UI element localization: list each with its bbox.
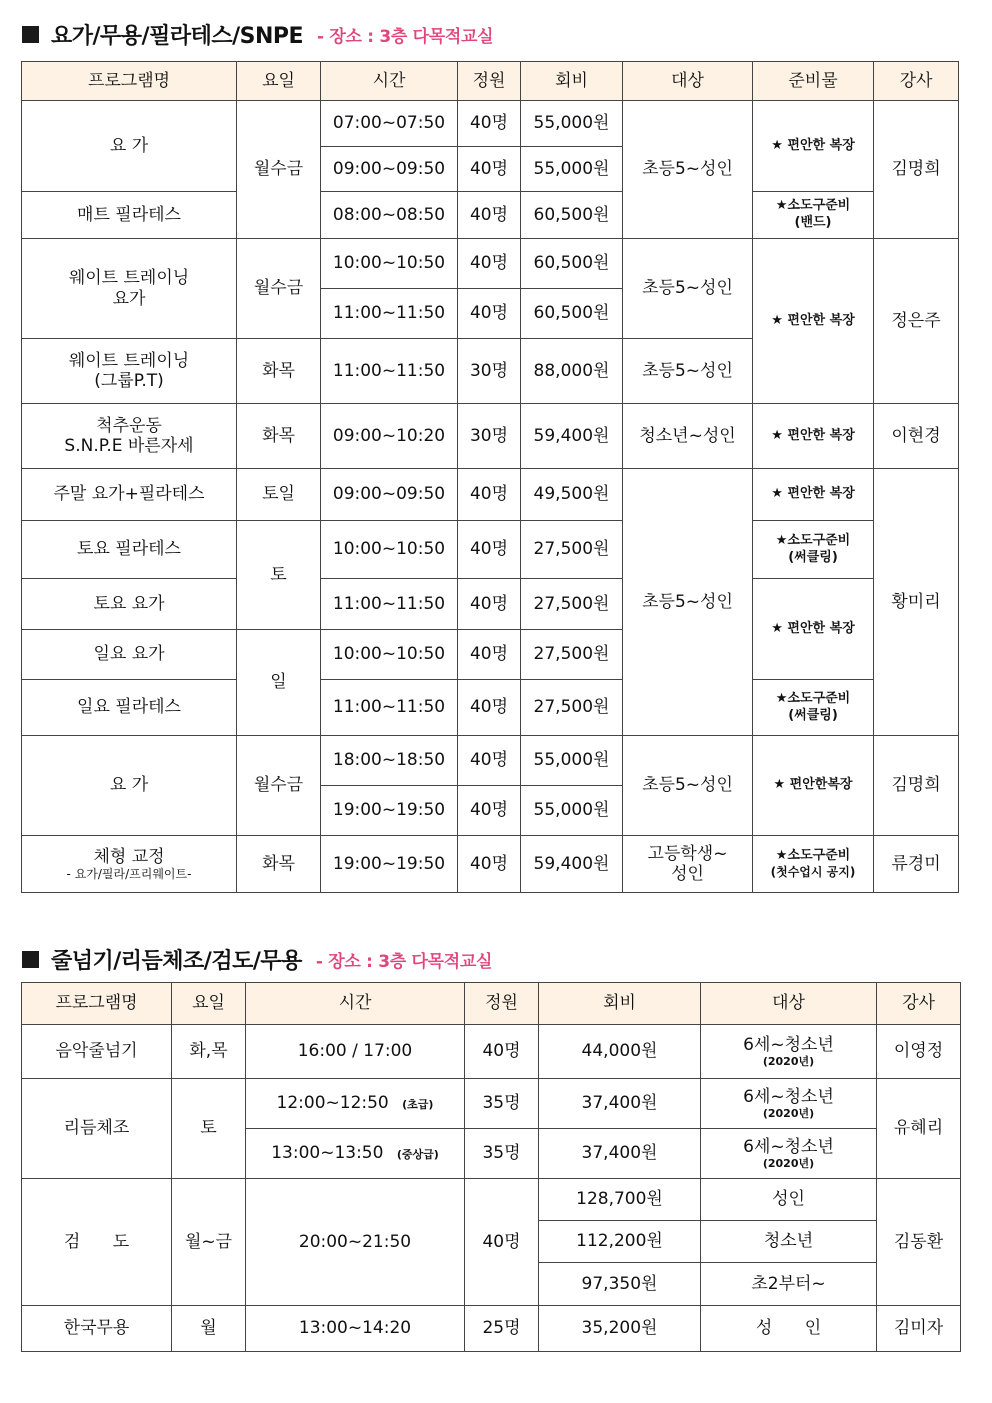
fee-cell: 88,000원 [521,339,623,404]
program-name-line: 웨이트 트레이닝 [68,268,190,289]
program-name: 음악줄넘기 [22,1025,172,1079]
fee-cell: 60,500원 [521,289,623,339]
time-cell: 13:00~14:20 [246,1306,465,1352]
fee-cell: 37,400원 [539,1079,701,1129]
fee-cell: 97,350원 [539,1263,701,1306]
prep-cell [753,680,874,736]
fee-cell: 27,500원 [521,630,623,680]
table-row [22,101,959,147]
prep-line: ★소도구준비 [775,532,851,548]
table-row [22,469,959,521]
section1-heading [22,19,493,50]
fee-cell: 49,500원 [521,469,623,521]
target-cell: 초등5~성인 [623,101,753,239]
teacher-cell: 김동환 [877,1179,961,1306]
table-row [22,239,959,289]
teacher-cell: 이영정 [877,1025,961,1079]
target-cell [623,836,753,893]
col-header: 강사 [877,983,961,1025]
time-cell: 10:00~10:50 [321,239,458,289]
square-bullet-icon [22,951,39,968]
fee-cell: 55,000원 [521,101,623,147]
prep-line: (써클링) [788,549,838,565]
col-header: 회비 [521,62,623,101]
program-name-line: (그룹P.T) [94,371,164,391]
target-cell: 초등5~성인 [623,339,753,404]
prep-cell: ★ 편안한 복장 [753,239,874,404]
col-header: 시간 [246,983,465,1025]
target-cell: 초2부터~ [701,1263,877,1306]
program-name: 일요 필라테스 [22,680,237,736]
section2-title: 줄넘기/리듬체조/검도/무용 [51,949,302,974]
capacity-cell: 25명 [465,1306,539,1352]
time-cell: 20:00~21:50 [246,1179,465,1306]
capacity-cell: 40명 [458,680,521,736]
time-cell: 19:00~19:50 [321,836,458,893]
capacity-cell: 40명 [458,786,521,836]
teacher-cell: 정은주 [874,239,959,404]
time-cell: 09:00~09:50 [321,469,458,521]
fee-cell: 55,000원 [521,736,623,786]
program-name [22,239,237,339]
teacher-cell: 류경미 [874,836,959,893]
program-name: 요 가 [22,101,237,192]
time-cell [246,1079,465,1129]
time-cell: 08:00~08:50 [321,192,458,239]
day-cell: 월~금 [172,1179,246,1306]
program-name-line: S.N.P.E 바른자세 [64,436,194,456]
time-cell: 18:00~18:50 [321,736,458,786]
capacity-cell: 40명 [458,192,521,239]
table-row [22,1079,961,1129]
prep-line: ★소도구준비 [775,198,851,214]
program-name: 주말 요가+필라테스 [22,469,237,521]
program-name-subline: - 요가/필라/프리웨이트- [66,867,192,881]
level-note: (중상급) [396,1148,439,1162]
program-name: 일요 요가 [22,630,237,680]
schedule-table-2 [21,982,961,1352]
schedule-table-1 [21,61,959,893]
fee-cell: 35,200원 [539,1306,701,1352]
program-name-line: 요가 [112,288,146,309]
fee-cell: 55,000원 [521,786,623,836]
col-header: 강사 [874,62,959,101]
prep-line: (써클링) [788,707,838,723]
time-value: 12:00~12:50 [276,1093,389,1114]
day-cell: 월수금 [237,101,321,239]
table-row [22,836,959,893]
target-note: (2020년) [762,1055,815,1069]
capacity-cell: 40명 [458,101,521,147]
col-header: 프로그램명 [22,983,172,1025]
program-name: 토요 필라테스 [22,521,237,579]
day-cell: 화목 [237,339,321,404]
prep-line: (밴드) [794,215,832,230]
time-value: 13:00~13:50 [271,1143,384,1164]
target-line: 고등학생~ [647,843,728,864]
prep-cell: ★ 편안한 복장 [753,404,874,469]
program-name [22,404,237,469]
time-cell: 09:00~10:20 [321,404,458,469]
col-header: 준비물 [753,62,874,101]
fee-cell: 55,000원 [521,147,623,192]
capacity-cell: 40명 [465,1025,539,1079]
col-header: 요일 [237,62,321,101]
section2-heading [22,944,492,975]
table-row [22,736,959,786]
teacher-cell: 황미리 [874,469,959,736]
square-bullet-icon [22,26,39,43]
time-cell: 11:00~11:50 [321,289,458,339]
day-cell: 일 [237,630,321,736]
table-row [22,521,959,579]
program-name: 매트 필라테스 [22,192,237,239]
col-header: 정원 [458,62,521,101]
target-line: 성인 [671,864,704,884]
program-name: 토요 요가 [22,579,237,630]
prep-cell [753,521,874,579]
table-row [22,680,959,736]
fee-cell: 27,500원 [521,579,623,630]
capacity-cell: 30명 [458,404,521,469]
target-cell: 초등5~성인 [623,239,753,339]
time-cell: 11:00~11:50 [321,579,458,630]
target-cell: 초등5~성인 [623,736,753,836]
prep-cell: ★ 편안한 복장 [753,469,874,521]
fee-cell: 128,700원 [539,1179,701,1221]
table-row [22,1025,961,1079]
time-cell: 11:00~11:50 [321,339,458,404]
capacity-cell: 40명 [458,289,521,339]
prep-line: ★소도구준비 [775,690,851,706]
day-cell: 화,목 [172,1025,246,1079]
day-cell: 토 [172,1079,246,1179]
section1-title: 요가/무용/필라테스/SNPE [51,24,304,49]
teacher-cell: 유혜리 [877,1079,961,1179]
capacity-cell: 40명 [458,469,521,521]
col-header: 시간 [321,62,458,101]
fee-cell: 59,400원 [521,836,623,893]
program-name: 검 도 [22,1179,172,1306]
fee-cell: 27,500원 [521,680,623,736]
col-header: 프로그램명 [22,62,237,101]
time-cell: 10:00~10:50 [321,521,458,579]
table-row [22,579,959,630]
target-cell: 청소년 [701,1221,877,1263]
time-cell: 16:00 / 17:00 [246,1025,465,1079]
fee-cell: 59,400원 [521,404,623,469]
target-cell: 성인 [701,1179,877,1221]
prep-cell: ★ 편안한 복장 [753,579,874,680]
capacity-cell: 35명 [465,1129,539,1179]
table-header-row [22,62,959,101]
program-name-line: 척추운동 [96,415,162,436]
table-row [22,404,959,469]
fee-cell: 60,500원 [521,192,623,239]
col-header: 대상 [623,62,753,101]
teacher-cell: 김명희 [874,101,959,239]
target-cell: 초등5~성인 [623,469,753,736]
target-cell: 성 인 [701,1306,877,1352]
fee-cell: 27,500원 [521,521,623,579]
target-line: 6세~청소년 [743,1034,834,1055]
teacher-cell: 이현경 [874,404,959,469]
target-note: (2020년) [762,1157,815,1171]
prep-cell: ★ 편안한 복장 [753,101,874,192]
target-cell [701,1025,877,1079]
day-cell: 토일 [237,469,321,521]
teacher-cell: 김미자 [877,1306,961,1352]
prep-line: (첫수업시 공지) [770,864,856,879]
target-cell [701,1129,877,1179]
capacity-cell: 40명 [458,579,521,630]
program-name: 한국무용 [22,1306,172,1352]
capacity-cell: 40명 [458,239,521,289]
prep-line: ★소도구준비 [775,847,851,863]
target-line: 6세~청소년 [743,1136,834,1157]
prep-cell: ★ 편안한복장 [753,736,874,836]
target-note: (2020년) [762,1107,815,1121]
fee-cell: 60,500원 [521,239,623,289]
fee-cell: 112,200원 [539,1221,701,1263]
col-header: 요일 [172,983,246,1025]
table-row [22,1179,961,1221]
capacity-cell: 40명 [458,836,521,893]
target-cell: 청소년~성인 [623,404,753,469]
program-name [22,836,237,893]
section2-location: - 장소 : 3층 다목적교실 [315,952,493,972]
level-note: (초급) [402,1098,434,1112]
capacity-cell: 40명 [465,1179,539,1306]
section1-location: - 장소 : 3층 다목적교실 [317,27,494,47]
prep-cell [753,836,874,893]
day-cell: 월수금 [237,736,321,836]
capacity-cell: 40명 [458,630,521,680]
time-cell: 10:00~10:50 [321,630,458,680]
time-cell: 07:00~07:50 [321,101,458,147]
table-row [22,192,959,239]
table-header-row [22,983,961,1025]
fee-cell: 37,400원 [539,1129,701,1179]
day-cell: 화목 [237,836,321,893]
table-row [22,1306,961,1352]
day-cell: 화목 [237,404,321,469]
target-cell [701,1079,877,1129]
program-name-line: 체형 교정 [93,846,165,867]
program-name-line: 웨이트 트레이닝 [68,350,190,371]
day-cell: 월수금 [237,239,321,339]
day-cell: 토 [237,521,321,630]
fee-cell: 44,000원 [539,1025,701,1079]
capacity-cell: 40명 [458,521,521,579]
time-cell: 09:00~09:50 [321,147,458,192]
prep-cell [753,192,874,239]
target-line: 6세~청소년 [743,1086,834,1107]
capacity-cell: 40명 [458,147,521,192]
program-name: 리듬체조 [22,1079,172,1179]
day-cell: 월 [172,1306,246,1352]
time-cell [246,1129,465,1179]
program-name: 요 가 [22,736,237,836]
time-cell: 19:00~19:50 [321,786,458,836]
col-header: 대상 [701,983,877,1025]
capacity-cell: 40명 [458,736,521,786]
teacher-cell: 김명희 [874,736,959,836]
col-header: 회비 [539,983,701,1025]
program-name [22,339,237,404]
col-header: 정원 [465,983,539,1025]
capacity-cell: 35명 [465,1079,539,1129]
time-cell: 11:00~11:50 [321,680,458,736]
capacity-cell: 30명 [458,339,521,404]
